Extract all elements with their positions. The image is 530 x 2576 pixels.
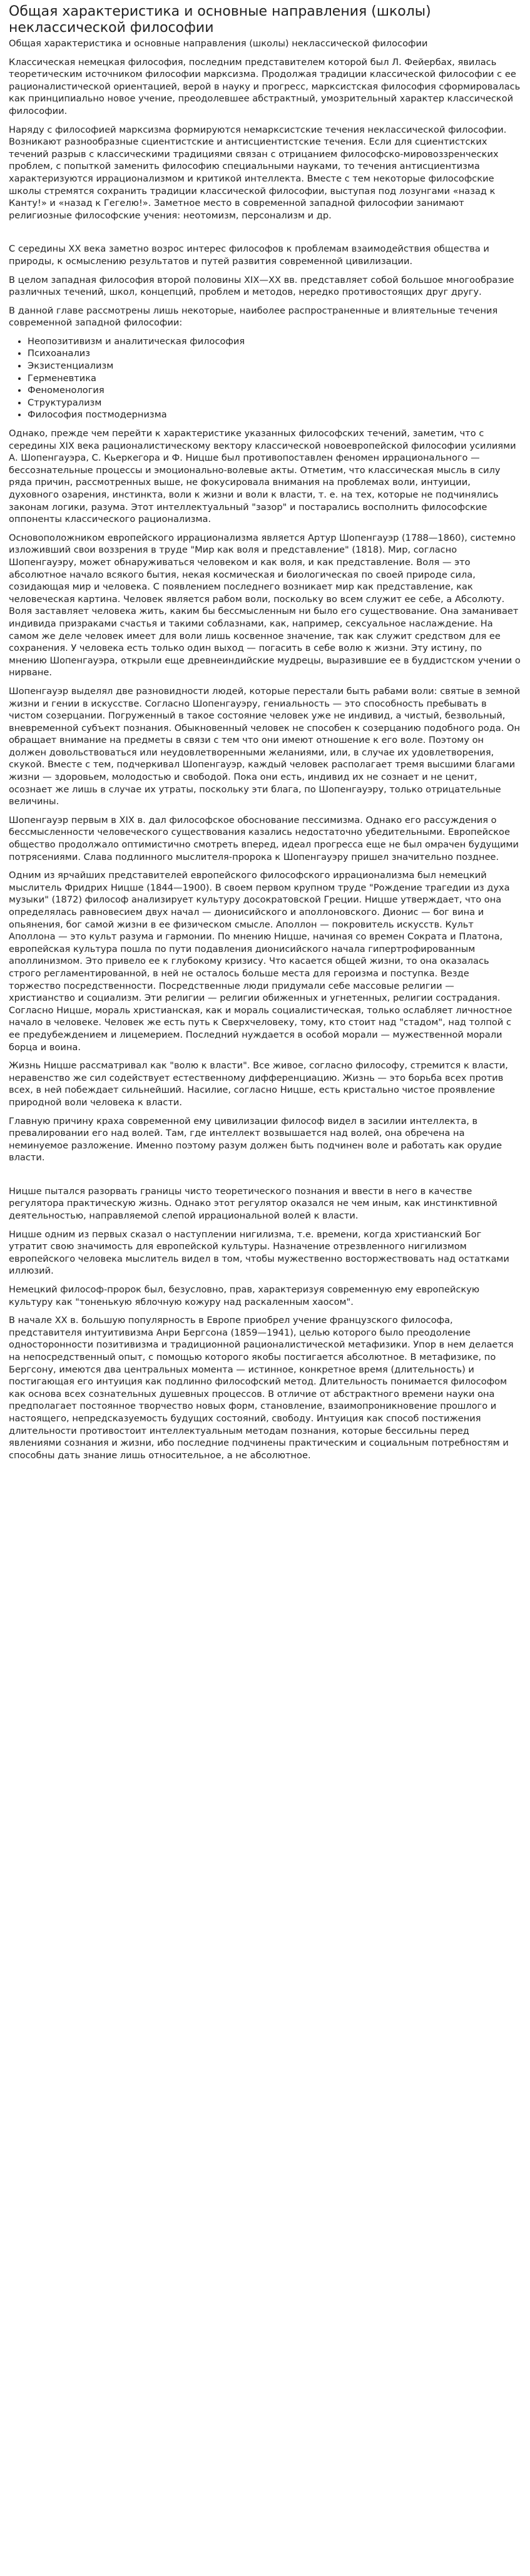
- paragraph: Шопенгауэр первым в XIX в. дал философское обоснование пессимизма. Однако его рассуждения о бессмысленности человеческого существования казались недостаточно убедительными. Европейское общество продолжало оптимистично смотреть вперед, идеал прогресса еще не был омрачен будущими потрясениями. Слава подлинного мыслителя-пророка к Шопенгауэру пришел значительно позднее.: [9, 814, 519, 862]
- paragraph: Ницше пытался разорвать границы чисто теоретического познания и ввести в него в качестве регулятора практическую жизнь. Однако этот регулятор оказался не чем иным, как инстинктивной деятельностью, направляемой слепой иррациональной волей к власти.: [9, 1185, 497, 1222]
- paragraph: В данной главе рассмотрены лишь некоторые, наиболее распространенные и влиятельные течения современной западной философии:: [9, 305, 498, 329]
- paragraph: Одним из ярчайших представителей европейского философского иррационализма был немецкий мыслитель Фридрих Ницше (1844—1900). В своем первом крупном труде "Рождение трагедии из духа музыки" (1872) философ анализирует культуру досократовской Греции. Ницше утверждает, что она определялась равновесием двух начал — дионисийского и аполлоновского. Дионис — бог вина и опьянения, бог самой жизни в ее физическом смысле. Аполлон — покровитель искусств. Культ Аполлона — это культ разума и гармонии. По мнению Ницше, начиная со времен Сократа и Платона, европейская культура пошла по пути подавления дионисийского начала гипертрофированным аполлинизмом. Это привело ее к глубокому кризису. Что касается общей жизни, то она оказалась строго регламентированной, в ней не осталось больше места для героизма и поступка. Везде торжество посредственности. Посредственные люди придумали себе массовые религии — христианство и социализм. Эти религии — религии обиженных и угнетенных, религии сострадания. Согласно Ницше, мораль христианская, как и мораль социалистическая, только ослабляет личностное начало в человеке. Человек же есть путь к Сверхчеловеку, тому, кто стоит над "стадом", над толпой с ее предубеждением и лицемерием. Последний нуждается в особой морали — мужественной морали борца и воина.: [9, 870, 512, 1053]
- page-subtitle: Общая характеристика и основные направления (школы) неклассической философии: [9, 38, 428, 49]
- paragraph: С середины XX века заметно возрос интерес философов к проблемам взаимодействия общества и природы, к осмыслению результатов и путей развития современной цивилизации.: [9, 243, 489, 267]
- paragraph: Немецкий философ-пророк был, безусловно, прав, характеризуя современную ему европейскую культуру как "тоненькую яблочную кожуру над раскаленным хаосом".: [9, 1284, 480, 1307]
- paragraph: В целом западная философия второй половины XIX—XX вв. представляет собой большое многообразие различных течений, школ, концепций, проблем и методов, нередко противостоящих друг другу.: [9, 274, 514, 298]
- list-item: • Философия постмодернизма: [28, 409, 521, 421]
- paragraph: Наряду с философией марксизма формируются немарксистские течения неклассической философии. Возникают разнообразные сциентистские и антисциентистские течения. Если для сциентистских течений разрыв с классическими традициями связан с отрицанием философско-мировоззренческих проблем, с попыткой заменить философию специальными науками, то течения антисциентизма характеризуются иррационализмом и критикой интеллекта. Вместе с тем некоторые философские школы стремятся сохранить традиции классической философии, выступая под лозунгами «назад к Канту!» и «назад к Гегелю!». Заметное место в современной западной философии занимают религиозные философские учения: неотомизм, персонализм и др.: [9, 124, 507, 221]
- list-item: • Неопозитивизм и аналитическая философия: [28, 335, 521, 348]
- list-item: • Герменевтика: [28, 372, 521, 385]
- paragraph: Основоположником европейского иррационализма является Артур Шопенгауэр (1788—1860), системно изложивший свои воззрения в труде "Мир как воля и представление" (1818). Мир, согласно Шопенгауэру, может обнаруживаться человеком и как воля, и как представление. Воля — это абсолютное начало всякого бытия, некая космическая и биологическая по своей природе сила, созидающая мир и человека. С появлением последнего возникает мир как представление, как человеческая картина. Человек является рабом воли, поскольку во всем служит ее себе, а Абсолюту. Воля заставляет человека жить, каким бы бессмысленным ни было его существование. Она заманивает индивида призраками счастья и такими соблазнами, как, например, сексуальное наслаждение. На самом же деле человек имеет для воли лишь косвенное значение, так как служит средством для ее сохранения. У человека есть только один выход — погасить в себе волю к жизни. Эту истину, по мнению Шопенгауэра, открыли еще древнеиндийские мудрецы, выразившие ее в буддистском учении о нирване.: [9, 532, 521, 678]
- school-list: [9, 335, 521, 421]
- paragraph: Классическая немецкая философия, последним представителем которой был Л. Фейербах, явилась теоретическим источником философии марксизма. Продолжая традиции классической философии с ее рационалистической ориентацией, верой в науку и прогресс, марксистская философия сформировалась как принципиально новое учение, преодолевшее абстрактный, умозрительный характер классической философии.: [9, 56, 521, 116]
- list-item: • Экзистенциализм: [28, 360, 521, 372]
- paragraph: Главную причину краха современной ему цивилизации философ видел в засилии интеллекта, в превалировании его над волей. Там, где интеллект возвышается над волей, она обречена на неминуемое разложение. Именно поэтому разум должен быть подчинен воле и работать как орудие власти.: [9, 1115, 502, 1163]
- paragraph: Шопенгауэр выделял две разновидности людей, которые перестали быть рабами воли: святые в земной жизни и гении в искусстве. Согласно Шопенгауэру, гениальность — это способность пребывать в чистом созерцании. Погруженный в такое состояние человек уже не индивид, а чистый, безвольный, вневременной субъект познания. Обыкновенный человек не способен к созерцанию подобного рода. Он обращает внимание на предметы в связи с тем что они имеют отношение к его воле. Поэтому он должен довольствоваться или неудовлетворенными желаниями, или, в случае их удовлетворения, скукой. Вместе с тем, подчеркивал Шопенгауэр, каждый человек располагает тремя высшими благами жизни — здоровьем, молодостью и свободой. Пока они есть, индивид их не сознает и не ценит, осознает же лишь в случае их утраты, поскольку эти блага, по Шопенгауэру, только отрицательные величины.: [9, 685, 521, 807]
- list-item: • Феноменология: [28, 384, 521, 397]
- paragraph: Жизнь Ницше рассматривал как "волю к власти". Все живое, согласно философу, стремится к власти, неравенство же сил содействует естественному дифференциацию. Жизнь — это борьба всех против всех, в ней побеждает сильнейший. Насилие, согласно Ницше, есть кристально чистое проявление природной воли человека к власти.: [9, 1060, 508, 1108]
- paragraph: Ницше одним из первых сказал о наступлении нигилизма, т.е. времени, когда христианский Бог утратит свою значимость для европейской культуры. Назначение отрезвленного нигилизмом европейского человека мыслитель видел в том, чтобы мужественно восторжествовать над остатками иллюзий.: [9, 1229, 509, 1277]
- paragraph: В начале XX в. большую популярность в Европе приобрел учение французского философа, представителя интуитивизма Анри Бергсона (1859—1941), целью которого было преодоление односторонности позитивизма и традиционной рационалистической метафизики. Упор в нем делается на непосредственный опыт, с помощью которого якобы постигается абсолютное. В метафизике, по Бергсону, имеются два центральных момента — истинное, конкретное время (длительность) и постигающая его интуиция как подлинно философский метод. Длительность понимается философом как основа всех сознательных душевных процессов. В отличие от абстрактного времени науки она предполагает постоянное творчество новых форм, становление, взаимопроникновение прошлого и настоящего, непредсказуемость будущих состояний, свободу. Интуиция как способ постижения длительности противостоит интеллектуальным методам познания, которые бессильны перед явлениями сознания и жизни, ибо последние подчинены практическим и социальным потребностям и способны дать знание лишь относительное, а не абсолютное.: [9, 1315, 514, 1461]
- list-item: • Психоанализ: [28, 347, 521, 360]
- page-title: Общая характеристика и основные направления (школы) неклассической философии: [9, 4, 431, 36]
- paragraph: Однако, прежде чем перейти к характеристике указанных философских течений, заметим, что с середины XIX века рационалистическому вектору классической новоевропейской философии усилиями А. Шопенгауэра, С. Кьеркегора и Ф. Ницше был противопоставлен феномен иррационального — бессознательные процессы и эмоционально-волевые акты. Отметим, что классическая мысль в силу ряда причин, рассмотренных выше, не фокусировала внимания на проблемах воли, интуиции, духовного озарения, инстинкта, воли к жизни и воли к власти, т. е. на тех, которые не подчинялись законам логики, разума. Этот интеллектуальный "зазор" и постарались восполнить философские оппоненты классического рационализма.: [9, 428, 516, 525]
- list-item: • Структурализм: [28, 397, 521, 409]
